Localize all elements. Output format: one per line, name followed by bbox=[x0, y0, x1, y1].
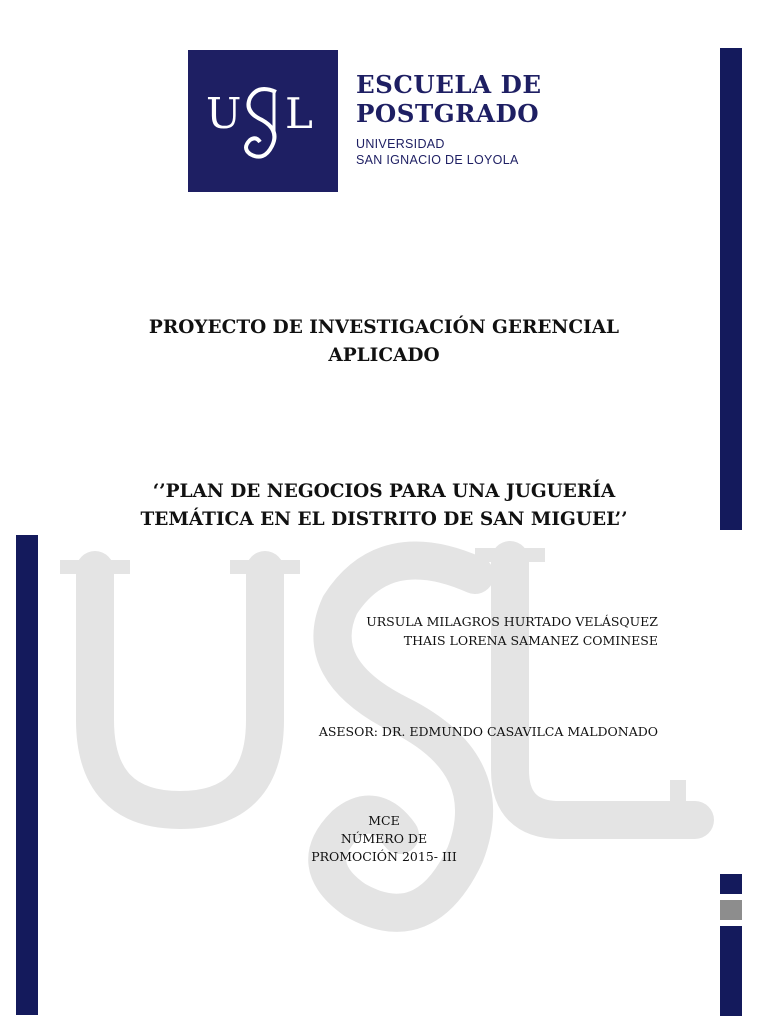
document-title-line1: PROYECTO DE INVESTIGACIÓN GERENCIAL bbox=[148, 317, 620, 338]
authors-block bbox=[366, 612, 658, 650]
university-name-line2: SAN IGNACIO DE LOYOLA bbox=[356, 153, 519, 167]
logo-monogram bbox=[188, 50, 338, 192]
program-line2: NÚMERO DE bbox=[340, 831, 428, 846]
advisor-line: ASESOR: DR. EDMUNDO CASAVILCA MALDONADO bbox=[318, 724, 658, 739]
program-block bbox=[284, 812, 484, 866]
program-line3: PROMOCIÓN 2015- III bbox=[311, 849, 457, 864]
usil-watermark bbox=[55, 520, 755, 1020]
author-name: URSULA MILAGROS HURTADO VELÁSQUEZ bbox=[366, 614, 658, 629]
right-accent-bar bbox=[720, 48, 742, 530]
logo-letter-l: L bbox=[285, 89, 313, 138]
school-name-line1: ESCUELA DE bbox=[356, 70, 542, 99]
logo-letter-u: U bbox=[206, 89, 242, 138]
project-title-line2: TEMÁTICA EN EL DISTRITO DE SAN MIGUEL’’ bbox=[140, 509, 628, 530]
program-line1: MCE bbox=[368, 813, 400, 828]
project-title-line1: ‘’PLAN DE NEGOCIOS PARA UNA JUGUERÍA bbox=[152, 481, 616, 502]
document-title-line2: APLICADO bbox=[328, 345, 440, 366]
document-title bbox=[80, 314, 688, 370]
university-name bbox=[356, 136, 519, 168]
project-title bbox=[70, 478, 698, 534]
author-name: THAIS LORENA SAMANEZ COMINESE bbox=[403, 633, 658, 648]
school-name-line2: POSTGRADO bbox=[356, 99, 540, 128]
left-accent-bar bbox=[16, 535, 38, 1015]
school-name bbox=[356, 70, 542, 128]
university-name-line1: UNIVERSIDAD bbox=[356, 137, 445, 151]
